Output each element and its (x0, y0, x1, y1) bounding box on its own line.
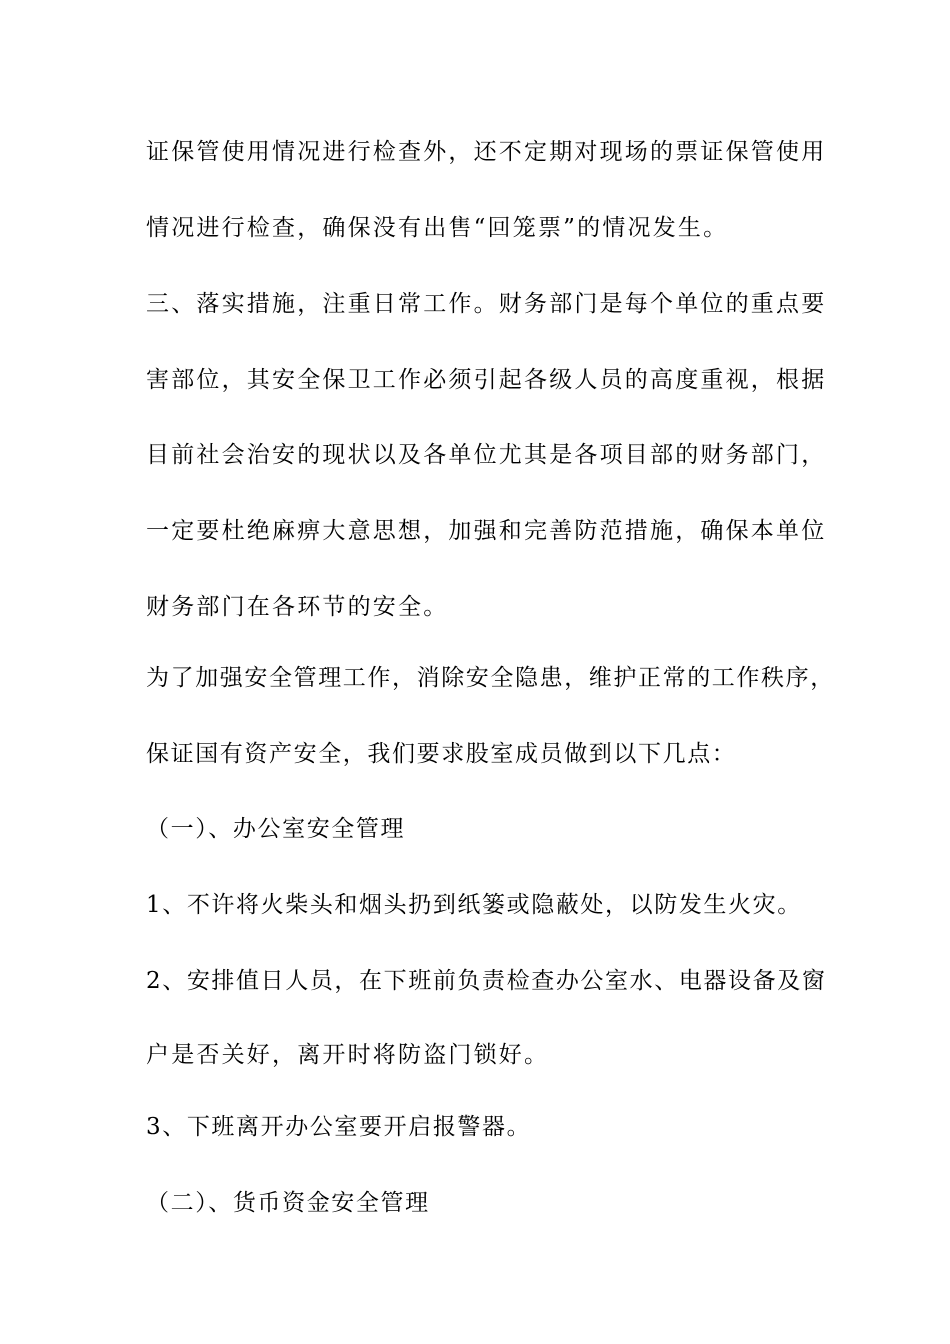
text-line: 证保管使用情况进行检查外，还不定期对现场的票证保管使用 (146, 139, 827, 165)
text-line: 保证国有资产安全，我们要求股室成员做到以下几点： (146, 741, 737, 767)
text-line: 情况进行检查，确保没有出售“回笼票”的情况发生。 (146, 215, 729, 241)
text-line: 害部位，其安全保卫工作必须引起各级人员的高度重视，根据 (146, 367, 827, 393)
text-line: 财务部门在各环节的安全。 (146, 594, 449, 620)
text-line: 为了加强安全管理工作，消除安全隐患，维护正常的工作秩序， (146, 665, 835, 691)
list-item: 2、安排值日人员，在下班前负责检查办公室水、电器设备及窗 (146, 968, 827, 994)
text-line: 一定要杜绝麻痹大意思想，加强和完善防范措施，确保本单位 (146, 518, 827, 544)
section-heading: （二）、货币资金安全管理 (146, 1190, 430, 1216)
text-line: 户是否关好，离开时将防盗门锁好。 (146, 1042, 550, 1068)
list-item: 1、不许将火柴头和烟头扔到纸篓或隐蔽处，以防发生火灾。 (146, 892, 802, 918)
text-line: 目前社会治安的现状以及各单位尤其是各项目部的财务部门， (146, 442, 827, 468)
text-line: 三、落实措施，注重日常工作。财务部门是每个单位的重点要 (146, 291, 827, 317)
section-heading: （一）、办公室安全管理 (146, 816, 406, 842)
list-item: 3、下班离开办公室要开启报警器。 (146, 1114, 532, 1140)
